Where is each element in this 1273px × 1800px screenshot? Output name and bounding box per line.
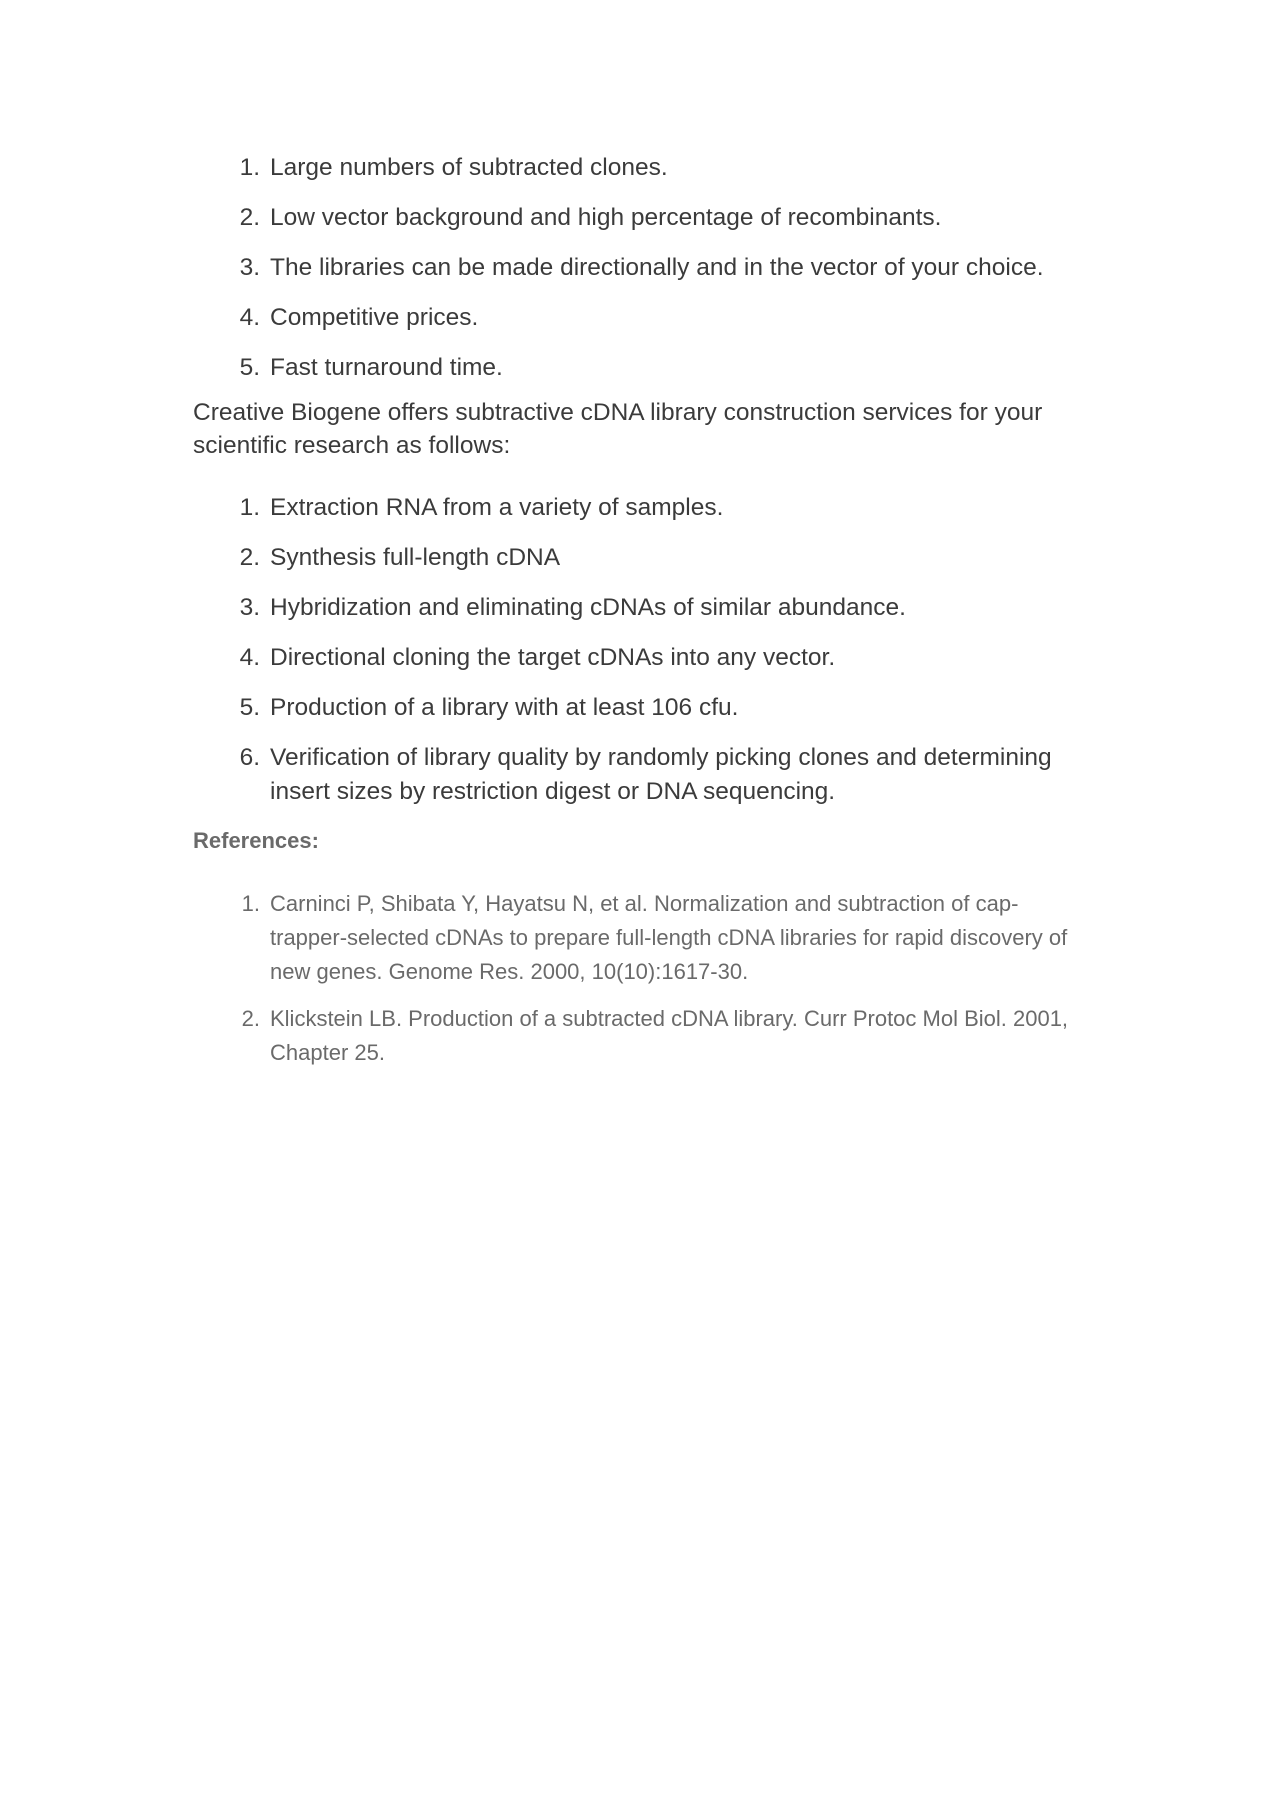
reference-text: Klickstein LB. Production of a subtracted cDNA library. Curr Protoc Mol Biol. 2001, Chapter 25. — [270, 1006, 1069, 1065]
list-item-number: 5. — [239, 694, 260, 721]
list-item-text: Directional cloning the target cDNAs into any vector. — [270, 644, 836, 671]
list-item-text: Synthesis full-length cDNA — [270, 544, 561, 571]
list-item-number: 2. — [239, 544, 260, 571]
list-item-text: Verification of library quality by randomly picking clones and determining insert sizes by restriction digest or DNA sequencing. — [270, 744, 1052, 805]
references-list — [193, 887, 1093, 1070]
list-item — [193, 301, 1093, 335]
list-item-number: 5. — [239, 354, 260, 381]
reference-item — [193, 887, 1093, 989]
list-item-text: Extraction RNA from a variety of samples. — [270, 494, 724, 521]
list-item-number: 1. — [239, 494, 260, 521]
list-item-number: 2. — [239, 204, 260, 231]
list-item-number: 3. — [239, 594, 260, 621]
reference-text: Carninci P, Shibata Y, Hayatsu N, et al. Normalization and subtraction of cap-trapper-selected cDNAs to prepare full-length cDNA libraries for rapid discovery of new genes. Genome Res. 2000, 10(10):1617-30. — [270, 891, 1068, 984]
list-item-text: Production of a library with at least 106 cfu. — [270, 694, 739, 721]
list-item — [193, 351, 1093, 385]
list-item — [193, 201, 1093, 235]
list-item — [193, 641, 1093, 675]
list-item-text: Fast turnaround time. — [270, 354, 503, 381]
list-item — [193, 251, 1093, 285]
services-list — [193, 491, 1093, 809]
list-item-number: 4. — [239, 304, 260, 331]
advantages-list — [193, 151, 1093, 385]
list-item — [193, 151, 1093, 185]
references-heading: References: — [193, 828, 319, 853]
list-item — [193, 491, 1093, 525]
reference-item — [193, 1002, 1093, 1070]
list-item-number: 3. — [239, 254, 260, 281]
list-item-number: 1. — [239, 154, 260, 181]
list-item-number: 6. — [239, 744, 260, 771]
list-item — [193, 591, 1093, 625]
services-intro-paragraph: Creative Biogene offers subtractive cDNA library construction services for your scientific research as follows: — [193, 399, 1043, 459]
list-item-number: 4. — [239, 644, 260, 671]
list-item-text: Competitive prices. — [270, 304, 479, 331]
list-item — [193, 741, 1093, 809]
list-item-text: Low vector background and high percentage of recombinants. — [270, 204, 942, 231]
list-item-text: Hybridization and eliminating cDNAs of similar abundance. — [270, 594, 906, 621]
list-item — [193, 541, 1093, 575]
page-content — [193, 151, 1093, 1070]
list-item-text: The libraries can be made directionally and in the vector of your choice. — [270, 254, 1044, 281]
list-item-text: Large numbers of subtracted clones. — [270, 154, 668, 181]
reference-number: 2. — [241, 1006, 260, 1031]
list-item — [193, 691, 1093, 725]
reference-number: 1. — [241, 891, 260, 916]
